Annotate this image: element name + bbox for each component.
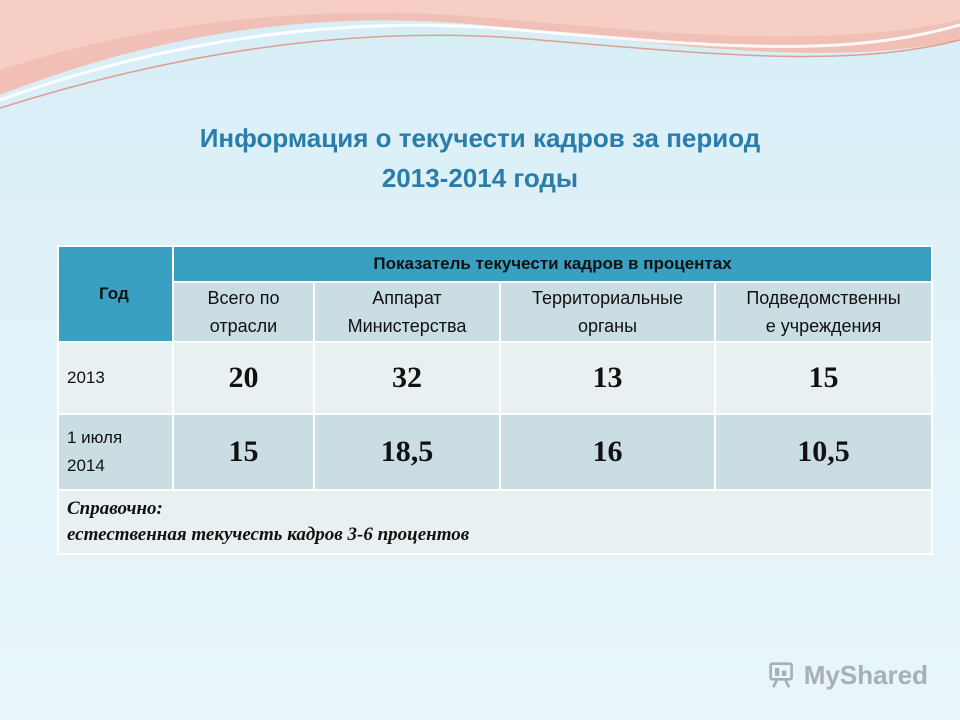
slide-title-line1: Информация о текучести кадров за период <box>199 123 761 153</box>
myshared-logo-icon <box>768 659 798 691</box>
value-cell: 15 <box>173 414 314 490</box>
value-cell: 20 <box>173 342 314 414</box>
turnover-table <box>57 245 933 555</box>
watermark-text: MyShared <box>803 659 928 690</box>
note-row <box>58 490 932 554</box>
header-total: Всего по отрасли <box>173 282 314 342</box>
value-cell: 13 <box>500 342 715 414</box>
table-row <box>58 414 932 490</box>
header-subordinate: Подведомственны е учреждения <box>715 282 932 342</box>
header-year: Год <box>58 246 173 342</box>
slide-title <box>0 118 960 198</box>
value-cell: 15 <box>715 342 932 414</box>
value-cell: 32 <box>314 342 500 414</box>
value-cell: 16 <box>500 414 715 490</box>
slide-title-line2: 2013-2014 годы <box>381 163 579 193</box>
row-year: 2013 <box>58 342 173 414</box>
value-cell: 10,5 <box>715 414 932 490</box>
header-territorial: Территориальные органы <box>500 282 715 342</box>
header-ministry: Аппарат Министерства <box>314 282 500 342</box>
header-indicator: Показатель текучести кадров в процентах <box>173 246 932 282</box>
row-year: 1 июля 2014 <box>58 414 173 490</box>
decorative-wave-banner <box>0 0 960 120</box>
reference-note: Справочно: естественная текучесть кадров 3-6 процентов <box>58 490 932 554</box>
value-cell: 18,5 <box>314 414 500 490</box>
myshared-watermark <box>768 657 928 693</box>
table-row <box>58 342 932 414</box>
